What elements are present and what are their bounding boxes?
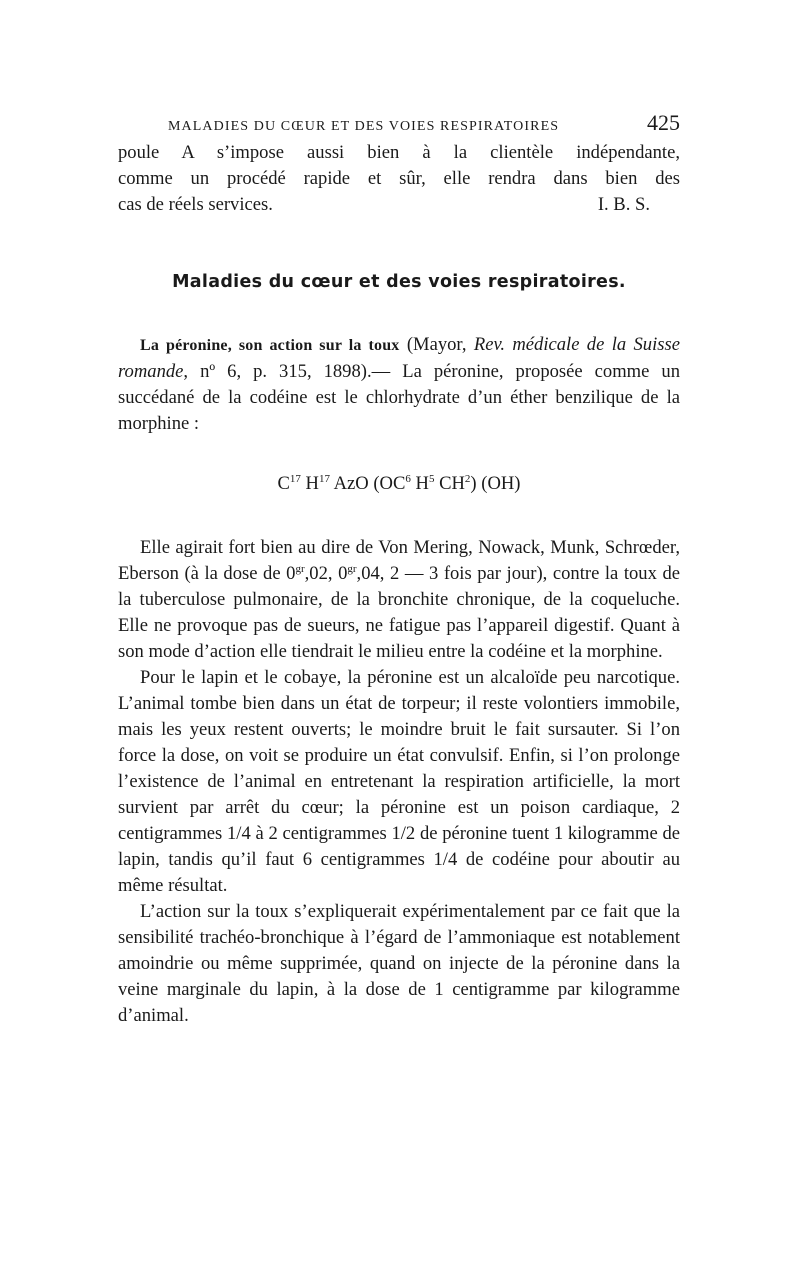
section-title: Maladies du cœur et des voies respiratoires. (172, 272, 626, 292)
running-head (168, 110, 680, 140)
author-signature: I. B. S. (597, 194, 650, 215)
formula-h-sup: 17 (318, 472, 330, 485)
gram-sup-2: gr (347, 562, 357, 575)
formula-oc-sup: 6 (405, 472, 411, 485)
journal-title: Rev. médicale de la Suisse romande (118, 334, 680, 382)
formula-h: H (300, 473, 319, 494)
continuation-paragraph (118, 140, 680, 192)
formula-ch: CH (434, 473, 465, 494)
formula-oh: ) (OH) (470, 473, 521, 494)
paragraph-dosage (118, 535, 680, 665)
continuation-line-2: comme un procédé rapide et sûr, elle rendra dans bien des (118, 168, 680, 189)
continuation-line-3: cas de réels services. (118, 194, 273, 215)
gram-sup-1: gr (295, 562, 305, 575)
dosage-text-b: ,02, 0 (304, 563, 348, 584)
page-number: 425 (647, 110, 680, 135)
formula-azo: AzO (OC (329, 473, 406, 494)
book-page (118, 110, 680, 1029)
paragraph-cough-action: L’action sur la toux s’expliquerait expérimentalement par ce fait que la sensibilité trachéo-bronchique à l’égard de l’ammoniaque est notablement amoindrie ou même supprimée, quand on injecte de la péronine dans la veine marginale du lapin, à la dose de 1 centigramme par kilogramme d’animal. (118, 901, 680, 1026)
paragraph-animal-effects: Pour le lapin et le cobaye, la péronine est un alcaloïde peu narcotique. L’animal tombe bien dans un état de torpeur; il reste volontiers immobile, mais les yeux restent ouverts; le moindre bruit le fait sursauter. Si l’on force la dose, on voit se produire un état convulsif. Enfin, si l’on prolonge l’existence de l’animal en entretenant la respiration artificielle, la mort survient par arrêt du cœur; la péronine est un poison cardiaque, 2 centigrammes 1/4 à 2 centigrammes 1/2 de péronine tuent 1 kilogramme de lapin, tandis qu’il faut 6 centigrammes 1/4 de codéine pour aboutir au même résultat. (118, 667, 680, 896)
dosage-text-c: ,04, 2 — 3 fois par jour), contre la toux de la tuberculose pulmonaire, de la bronchite chronique, de la coqueluche. Elle ne provoque pas de sueurs, ne fatigue pas l’appareil digestif. Quant à son mode d’action elle tiendrait le milieu entre la codéine et la morphine. (118, 563, 680, 662)
continuation-line-1: poule A s’impose aussi bien à la clientèle indépendante, (118, 142, 680, 163)
chemical-formula (118, 471, 680, 497)
article-title: La péronine, son action sur la toux (140, 337, 400, 354)
continuation-last-line (118, 192, 680, 218)
citation-rest: , nº 6, p. 315, 1898).— La péronine, proposée comme un succédané de la codéine est le chlorhydrate d’un éther benzilique de la morphine : (118, 361, 680, 434)
running-head-title: MALADIES DU CŒUR ET DES VOIES RESPIRATOIRES (168, 119, 560, 134)
dosage-text-a: Elle agirait fort bien au dire de Von Mering, Nowack, Munk, Schrœder, Eberson (à la dose de 0 (118, 537, 680, 584)
article-intro-paragraph (118, 332, 680, 437)
citation-open: (Mayor, (399, 334, 474, 355)
formula-h2-sup: 5 (428, 472, 435, 485)
formula-c: C (277, 473, 290, 494)
formula-ch-sup: 2 (464, 472, 471, 485)
formula-h2: H (410, 473, 429, 494)
formula-c-sup: 17 (289, 472, 301, 485)
